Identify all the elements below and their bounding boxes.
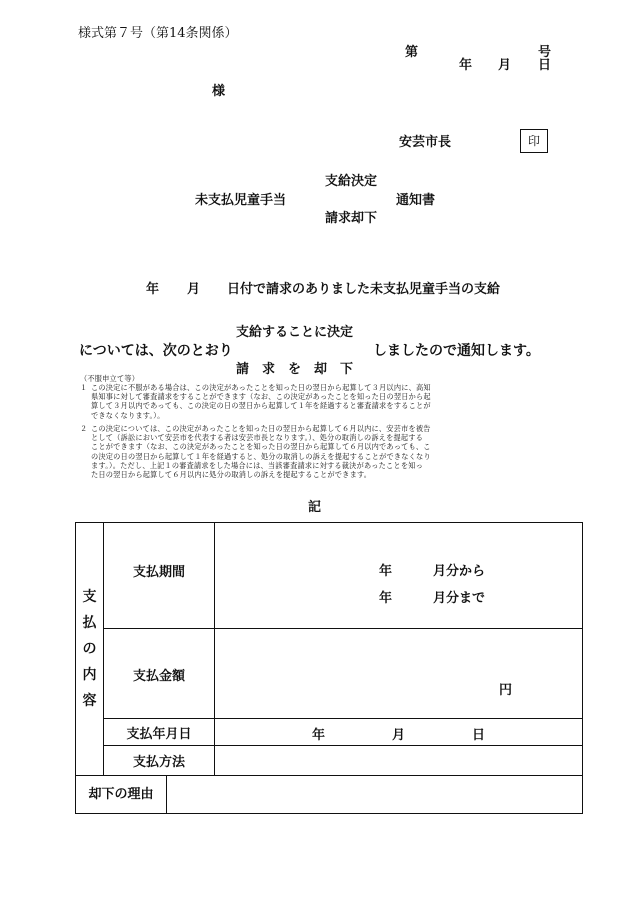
date-year-label: 年 [459, 58, 473, 73]
payment-date-day: 日 [472, 728, 486, 743]
doc-number-suffix: 号 [538, 45, 552, 60]
form-number: 様式第７号（第14条関係） [78, 26, 238, 41]
amount-unit: 円 [499, 683, 513, 698]
notice-line: として（訴訟において安芸市を代表する者は安芸市長となります。）、処分の取消しの訴えを提起する [91, 433, 424, 443]
notice-line: 県知事に対して審査請求をすることができます（なお、この決定があったことを知った日の翌日から起 [91, 392, 431, 402]
group-char: の [82, 641, 97, 657]
date-month-label: 月 [498, 58, 512, 73]
body-year: 年 [146, 282, 160, 297]
notice-line: この決定に不服がある場合は、この決定があったことを知った日の翌日から起算して３月以内に、高知 [91, 383, 431, 392]
title-option-decision: 支給決定 [325, 174, 378, 189]
notice-item-2 [91, 424, 431, 479]
notice-item-1-number: １ [80, 383, 88, 392]
ki-heading: 記 [308, 500, 322, 515]
period-from-rest: 月分から [433, 564, 486, 579]
period-label: 支払期間 [104, 523, 215, 629]
notice-item-1 [91, 383, 431, 420]
notice-line: 算して３月以内であっても、この決定の日の翌日から起算して１年を経過すると審査請求をすることが [91, 401, 431, 411]
period-to-year: 年 [379, 591, 393, 606]
notice-item-2-number: ２ [80, 424, 88, 433]
group-char: 支 [82, 589, 97, 605]
payment-date-cell[interactable] [215, 719, 583, 746]
period-from-year: 年 [379, 564, 393, 579]
group-char: 払 [82, 615, 97, 631]
amount-value-cell[interactable] [215, 629, 583, 719]
period-to-rest: 月分まで [433, 591, 486, 606]
reject-reason-label: 却下の理由 [76, 776, 167, 813]
payment-date-month: 月 [392, 728, 406, 743]
payment-date-label: 支払年月日 [104, 719, 215, 746]
group-char: 内 [82, 667, 97, 683]
notice-line: ます。）。ただし、上記１の審査請求をした場合には、当該審査請求に対する裁決があったことを知っ [91, 460, 423, 470]
doc-number-prefix: 第 [405, 45, 419, 60]
notice-line: この決定については、この決定があったことを知った日の翌日から起算して６月以内に、安芸市を被告 [91, 424, 431, 433]
seal-box: 印 [520, 129, 548, 153]
payment-date-year: 年 [312, 728, 326, 743]
notice-line: の決定の日の翌日から起算して１年を経過すると、処分の取消しの訴えを提起することができなくなり [91, 451, 431, 461]
body-option-decision: 支給することに決定 [236, 325, 354, 340]
group-char: 容 [82, 693, 97, 709]
title-suffix: 通知書 [396, 193, 436, 208]
notice-line: た日の翌日から起算して６月以内に処分の取消しの訴えを提起することができます。 [91, 470, 372, 480]
issuer-name: 安芸市長 [399, 135, 452, 150]
body-month: 月 [187, 282, 201, 297]
title-option-reject: 請求却下 [325, 211, 378, 226]
body-line2-prefix: については、次のとおり [79, 343, 233, 359]
addressee-honorific: 様 [212, 84, 226, 99]
amount-label: 支払金額 [104, 629, 215, 719]
title-subject: 未支払児童手当 [195, 193, 287, 208]
period-value-cell[interactable] [215, 523, 583, 629]
payment-method-cell[interactable] [215, 746, 583, 776]
payment-method-label: 支払方法 [104, 746, 215, 776]
reject-reason-row [75, 776, 583, 814]
notice-heading: （不服申立て等） [80, 374, 140, 383]
date-day-label: 日 [538, 58, 552, 73]
body-line1: 日付で請求のありました未支払児童手当の支給 [227, 282, 501, 297]
payment-contents-group-label [76, 523, 104, 776]
payment-details-table [75, 522, 583, 776]
body-option-reject: 請 求 を 却 下 [236, 362, 354, 377]
notice-line: できなくなります。）。 [91, 410, 165, 420]
notice-line: ことができます（なお、この決定があったことを知った日の翌日から起算して６月以内であっても、こ [91, 442, 431, 452]
body-line2-suffix: しましたので通知します。 [373, 343, 540, 359]
